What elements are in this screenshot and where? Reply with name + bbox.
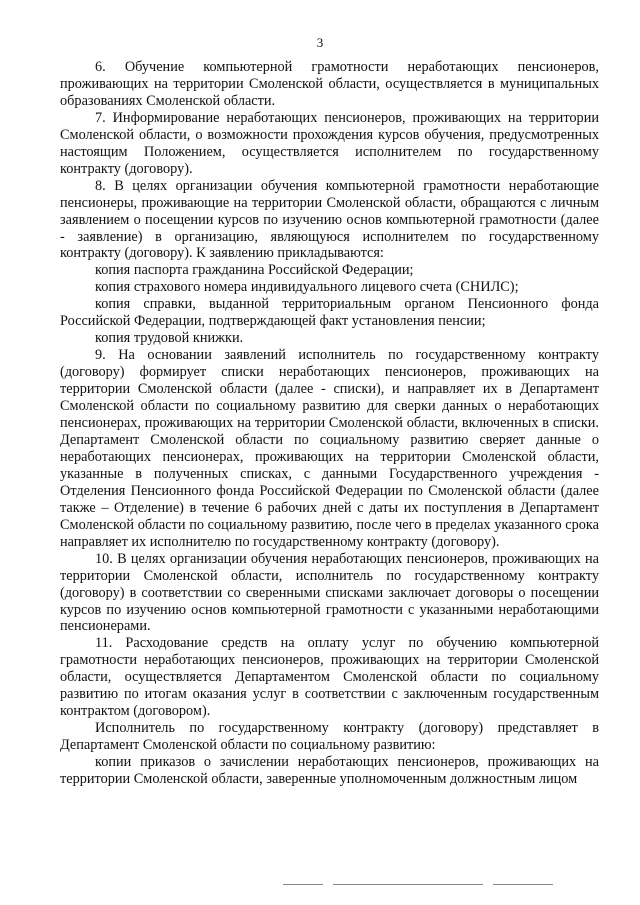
list-item-pension-certificate: копия справки, выданной территориальным органом Пенсионного фонда Российской Федерации, подтверждающей факт установления пенсии; xyxy=(60,296,599,330)
footer-mark xyxy=(283,884,323,885)
paragraph-11: 11. Расходование средств на оплату услуг по обучению компьютерной грамотности неработающих пенсионеров, проживающих на территории Смоленской области, осуществляется Департаментом Смоленской области по социальному развитию по итогам оказания услуг в соответствии с заключенным государственным контрактом (договором). xyxy=(60,635,599,720)
paragraph-9: 9. На основании заявлений исполнитель по государственному контракту (договору) формирует списки неработающих пенсионеров, проживающих на территории Смоленской области (далее - списки), и направляет их в Департамент Смоленской области по социальному развитию для сверки данных о неработающих пенсионерах, проживающих на территории Смоленской области, включенных в списки. Департамент Смоленской области по социальному развитию сверяет данные о неработающих пенсионерах, проживающих на территории Смоленской области, указанные в полученных списках, с данными Государственного учреждения - Отделения Пенсионного фонда Российской Федерации по Смоленской области (далее также – Отделение) в течение 6 рабочих дней с даты их поступления в Департамент Смоленской области по социальному развитию, после чего в пределах указанного срока направляет их исполнителю по государственному контракту (договору). xyxy=(60,347,599,550)
page-footer-marks xyxy=(0,884,640,890)
paragraph-contractor-submits: Исполнитель по государственному контракту (договору) представляет в Департамент Смоленской области по социальному развитию: xyxy=(60,720,599,754)
paragraph-10: 10. В целях организации обучения неработающих пенсионеров, проживающих на территории Смоленской области, исполнитель по государственному контракту (договору) в соответствии со сверенными списками заключает договоры о посещении курсов по изучению основ компьютерной грамотности с указанными неработающими пенсионерами. xyxy=(60,550,599,635)
page-number: 3 xyxy=(316,35,324,50)
paragraph-enrollment-orders: копии приказов о зачислении неработающих пенсионеров, проживающих на территории Смоленской области, заверенные уполномоченным должностным лицом xyxy=(60,754,599,788)
document-body xyxy=(60,59,599,788)
list-item-work-book: копия трудовой книжки. xyxy=(95,330,244,347)
paragraph-7: 7. Информирование неработающих пенсионеров, проживающих на территории Смоленской области, о возможности прохождения курсов обучения, предусмотренных настоящим Положением, осуществляется исполнителем по государственному контракту (договору). xyxy=(60,109,599,177)
footer-mark xyxy=(493,884,553,885)
list-item-snils: копия страхового номера индивидуального лицевого счета (СНИЛС); xyxy=(95,279,519,296)
paragraph-8: 8. В целях организации обучения компьютерной грамотности неработающие пенсионеры, проживающие на территории Смоленской области, обращаются с личным заявлением о посещении курсов по изучению основ компьютерной грамотности (далее - заявление) в организацию, являющуюся исполнителем по государственному контракту (договору). К заявлению прикладываются: xyxy=(60,177,599,262)
paragraph-6: 6. Обучение компьютерной грамотности неработающих пенсионеров, проживающих на территории Смоленской области, осуществляется в муниципальных образованиях Смоленской области. xyxy=(60,59,599,109)
footer-mark xyxy=(333,884,483,885)
list-item-passport: копия паспорта гражданина Российской Федерации; xyxy=(95,262,414,279)
